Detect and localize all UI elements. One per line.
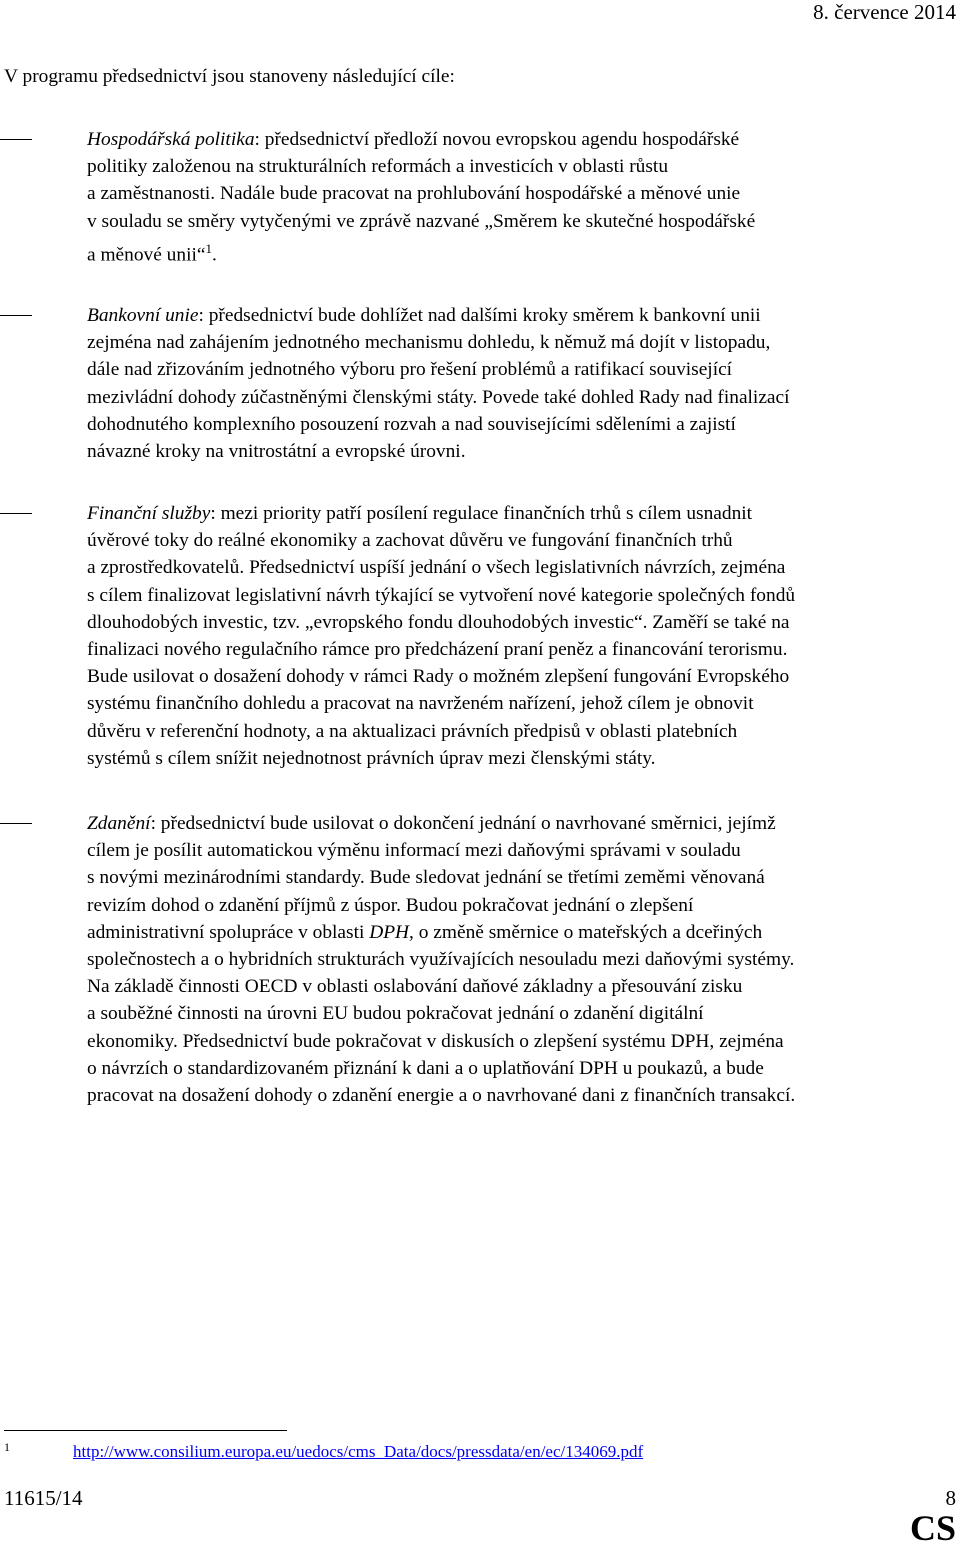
language-code: CS: [909, 1508, 956, 1548]
item-title: Zdanění: [87, 813, 151, 834]
list-item-text: [87, 500, 958, 772]
list-item-economic-policy: [0, 126, 958, 268]
list-item-banking-union: [0, 302, 958, 465]
item-body: : předsednictví bude dohlížet nad dalšími kroky směrem k bankovní unii zejména nad zahájením jednotného mechanismu dohledu, k němuž má dojít v listopadu, dále nad zřizováním jednotného výboru pro řešení problémů a ratifikací související mezivládní dohody zúčastněnými členskými státy. Povede také dohled Rady nad finalizací dohodnutého komplexního posouzení rozvah a nad souvisejícími sděleními a zajistí návazné kroky na vnitrostátní a evropské úrovni.: [87, 305, 790, 463]
item-title: Finanční služby: [87, 503, 211, 524]
item-title: Bankovní unie: [87, 305, 199, 326]
footnote-number: 1: [4, 1440, 10, 1454]
list-item-financial-services: [0, 500, 958, 772]
item-body-end: , o změně směrnice o mateřských a dceřiných společnostech a o hybridních strukturách využívajících nesouladu mezi daňovými systémy. Na základě činnosti OECD v oblasti oslabování daňové základny a přesouvání zisku a souběžné činnosti na úrovni EU budou pokračovat jednání o zdanění digitální ekonomiky. Předsednictví bude pokračovat v diskusích o zlepšení systému DPH, zejména o návrzích o standardizovaném přiznání k dani a o uplatňování DPH u poukazů, a bude pracovat na dosažení dohody o zdanění energie a o navrhované dani z finančních transakcí.: [87, 921, 796, 1107]
footnote-divider: [4, 1430, 287, 1431]
item-body: : předsednictví předloží novou evropskou agendu hospodářské politiky založenou na strukturálních reformách a investicích v oblasti růstu a zaměstnanosti. Nadále bude pracovat na prohlubování hospodářské a měnové unie v souladu se směry vytyčenými ve zprávě nazvané „Směrem ke skutečné hospodářské a měnové unii“: [87, 129, 756, 266]
item-body: : mezi priority patří posílení regulace finančních trhů s cílem usnadnit úvěrové toky do reálné ekonomiky a zachovat důvěru ve fungování finančních trhů a zprostředkovatelů. Předsednictví uspíší jednání o všech legislativních návrzích, zejména s cílem finalizovat legislativní návrh týkající se vytvoření nové kategorie společných fondů dlouhodobých investic, tzv. „evropského fondu dlouhodobých investic“. Zaměří se také na finalizaci nového regulačního rámce pro předcházení praní peněz a financování terorismu. Bude usilovat o dosažení dohody v rámci Rady o možném zlepšení fungování Evropského systému finančního dohledu a pracovat na navrženém nařízení, jehož cílem je obnovit důvěru v referenční hodnoty, a na aktualizaci právních předpisů v oblasti platebních systémů s cílem snížit nejednotnost právních úprav mezi členskými státy.: [87, 503, 796, 769]
footnote-ref[interactable]: 1: [205, 240, 212, 256]
page-number: 8: [945, 1486, 956, 1510]
list-item-text: [87, 302, 958, 465]
list-item-text: [87, 126, 958, 268]
item-title: Hospodářská politika: [87, 129, 255, 150]
item-body: : předsednictví bude usilovat o dokončení jednání o navrhované směrnici, jejímž cílem je posílit automatickou výměnu informací mezi daňovými správami v souladu s novými mezinárodními standardy. Bude sledovat jednání se třetími zeměmi věnovaná revizím dohod o zdanění příjmů z úspor. Budou pokračovat jednání o zlepšení administrativní spolupráce v oblasti: [87, 813, 776, 943]
document-number: 11615/14: [4, 1486, 83, 1510]
footnote-link[interactable]: http://www.consilium.europa.eu/uedocs/cms_Data/docs/pressdata/en/ec/134069.pdf: [73, 1442, 644, 1461]
document-date: 8. července 2014: [813, 0, 956, 24]
item-italic-term: DPH: [369, 921, 410, 943]
intro-text: V programu předsednictví jsou stanoveny následující cíle:: [4, 66, 455, 87]
list-item-text: [87, 810, 958, 1109]
item-body-end: .: [211, 244, 217, 266]
list-item-taxation: [0, 810, 958, 1109]
